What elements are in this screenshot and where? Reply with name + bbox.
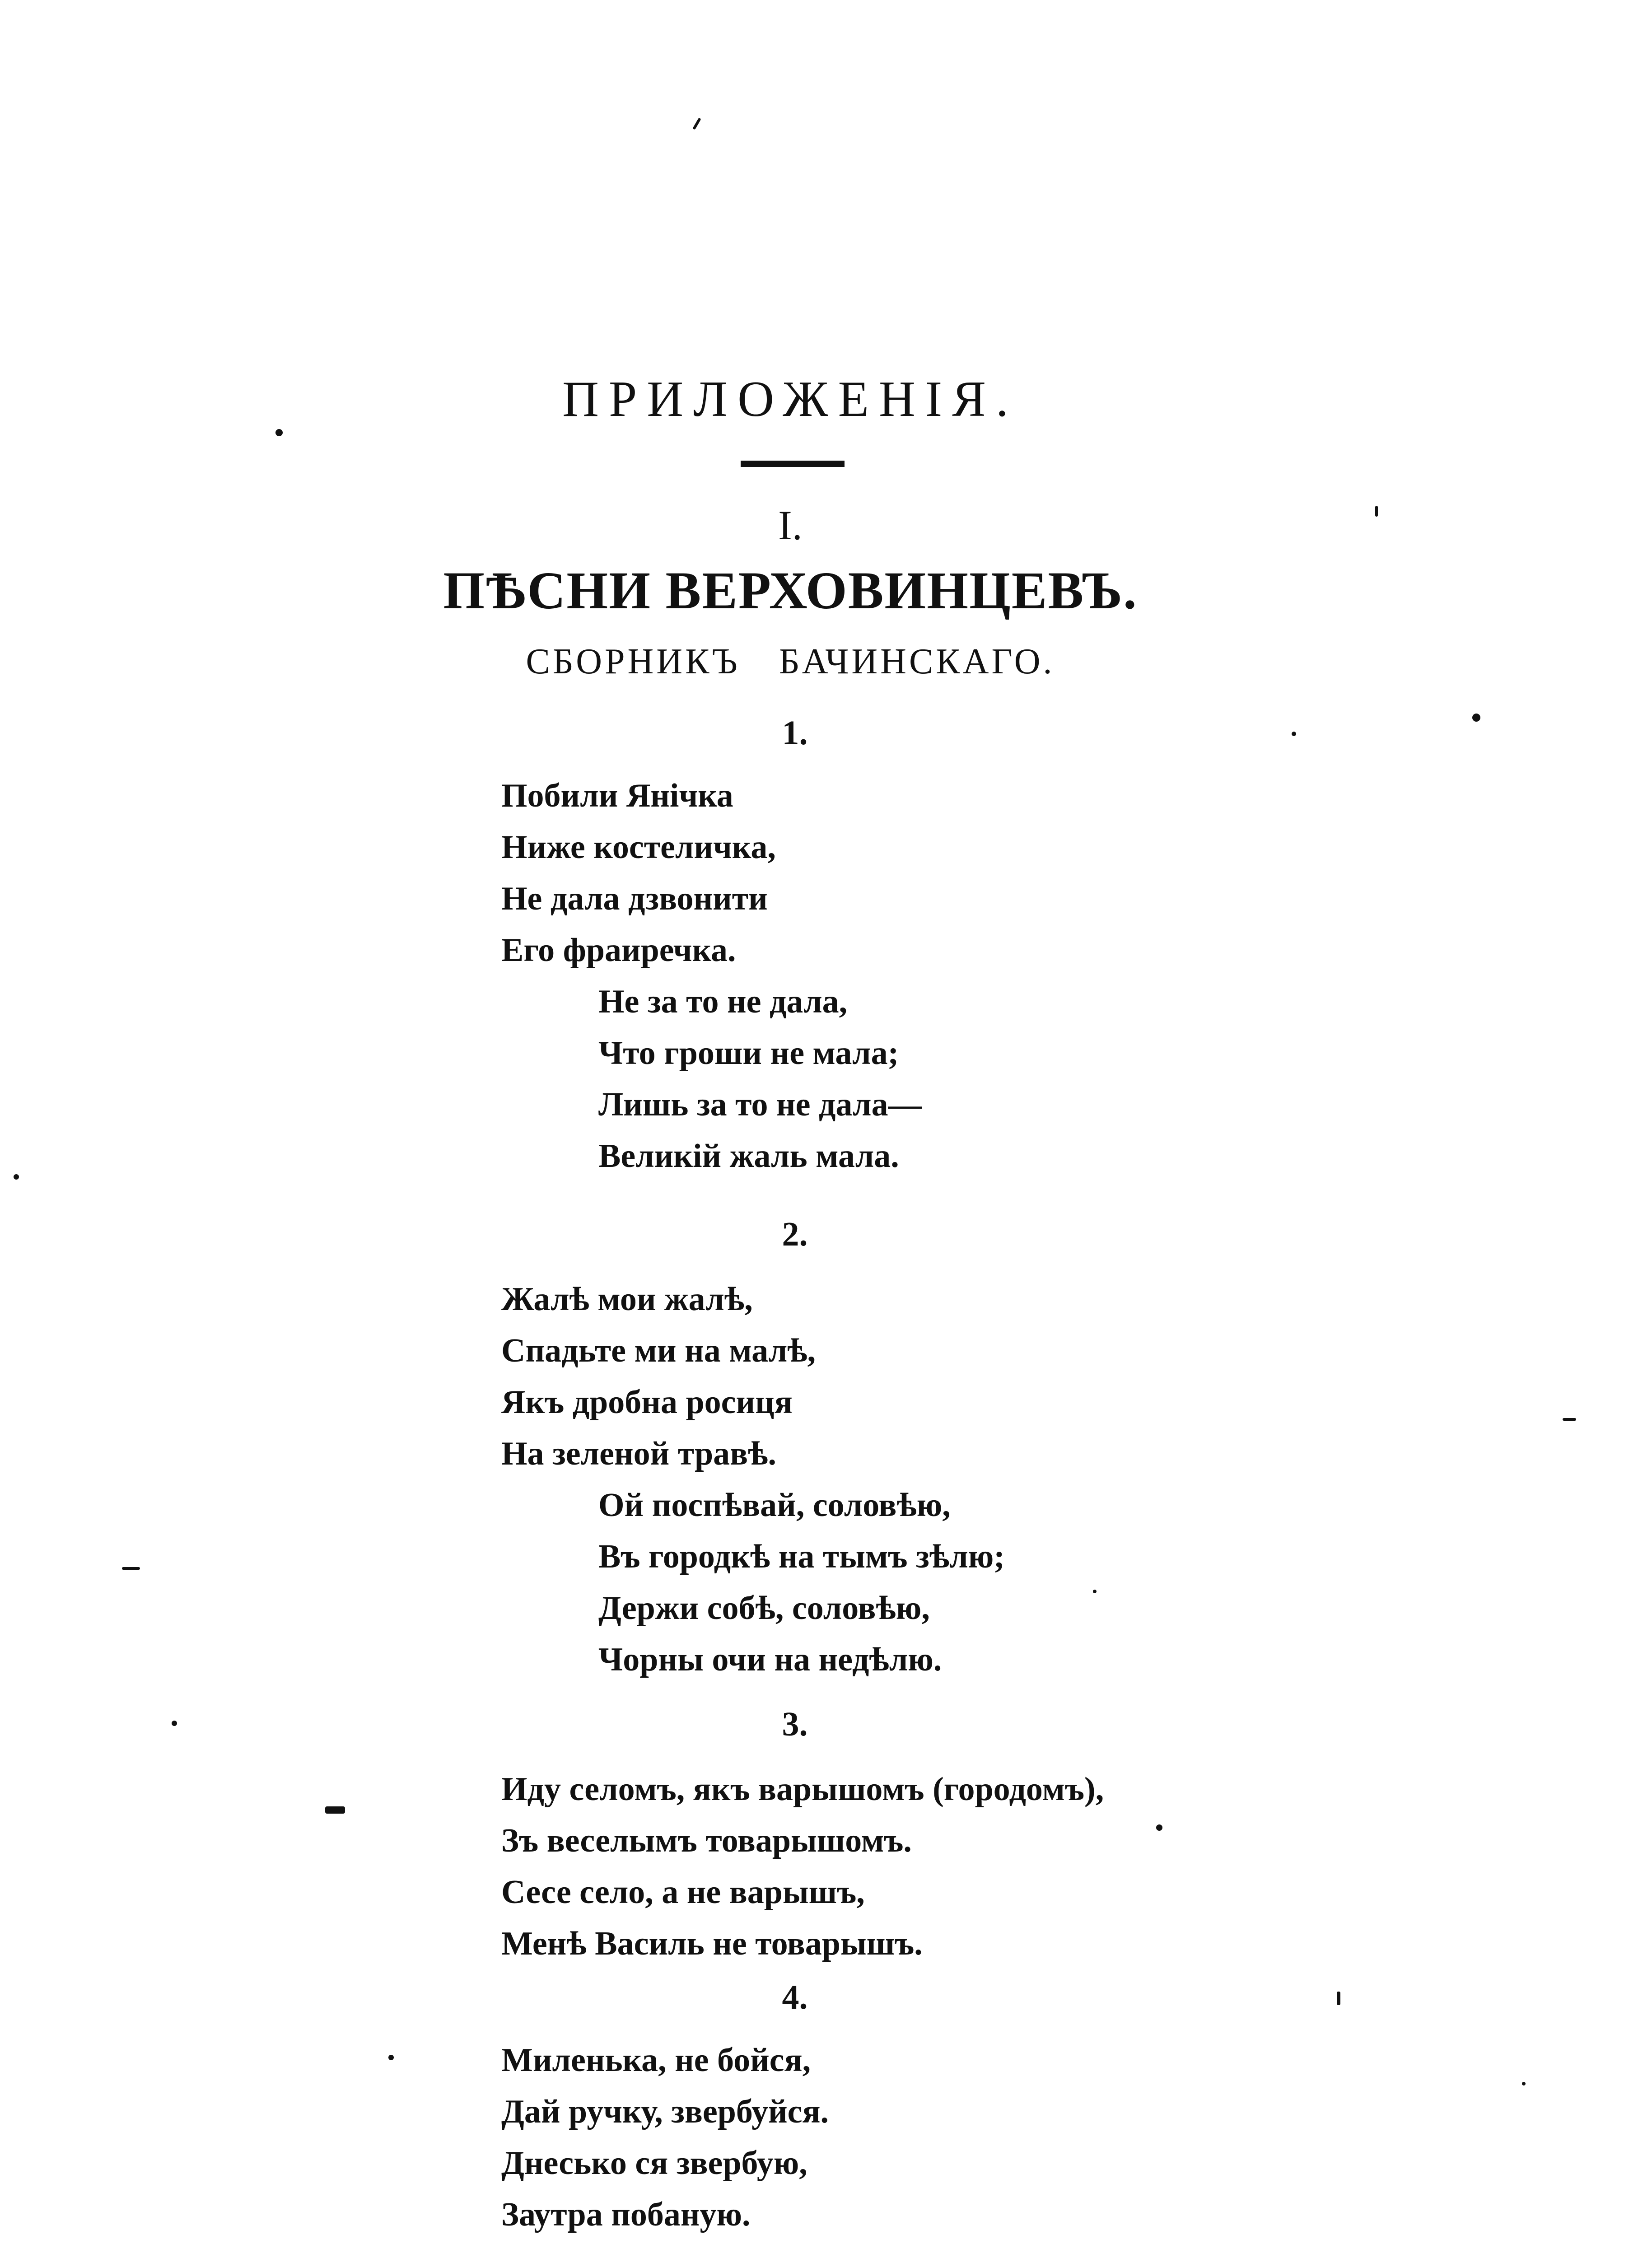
verse-line-indented: Держи собѣ, соловѣю, <box>598 1590 930 1627</box>
song-number: 1. <box>782 714 808 752</box>
verse-line: Его фраиречка. <box>501 932 736 969</box>
verse-line: Дай ручку, звербуйся. <box>501 2093 829 2130</box>
verse-line: Якъ дробна росиця <box>501 1384 793 1421</box>
song-verse <box>501 2034 829 2240</box>
song-number: 2. <box>782 1215 808 1253</box>
scan-speck <box>1337 1992 1340 2005</box>
scan-speck <box>1563 1418 1576 1421</box>
song-verse <box>501 1274 1005 1685</box>
scan-speck <box>275 429 283 436</box>
verse-line: Зъ веселымъ товарышомъ. <box>501 1822 912 1859</box>
scan-speck <box>692 117 701 130</box>
page-title: ПРИЛОЖЕНІЯ. <box>562 371 1018 427</box>
verse-line: Жалѣ мои жалѣ, <box>501 1281 753 1318</box>
collection-subtitle: СБОРНИКЪ БАЧИНСКАГО. <box>526 642 1055 681</box>
verse-line: Побили Янічка <box>501 777 733 814</box>
verse-line: Миленька, не бойся, <box>501 2042 811 2079</box>
verse-line: На зеленой травѣ. <box>501 1435 777 1472</box>
scan-speck <box>1522 2082 1526 2085</box>
verse-line: Не дала дзвонити <box>501 880 768 917</box>
scan-speck <box>122 1567 140 1570</box>
scan-speck <box>14 1174 19 1180</box>
verse-line: Менѣ Василь не товарышъ. <box>501 1925 923 1962</box>
verse-line-indented: Великій жаль мала. <box>598 1138 899 1175</box>
verse-line: Сесе село, а не варышъ, <box>501 1874 865 1911</box>
verse-line-indented: Чорны очи на недѣлю. <box>598 1641 942 1678</box>
verse-line-indented: Въ городкѣ на тымъ зѣлю; <box>598 1538 1005 1575</box>
scan-speck <box>1156 1824 1162 1831</box>
verse-line: Иду селомъ, якъ варышомъ (городомъ), <box>501 1771 1104 1808</box>
section-number: I. <box>778 502 803 548</box>
scan-speck <box>325 1806 345 1814</box>
verse-line-indented: Не за то не дала, <box>598 983 848 1020</box>
title-divider <box>741 461 845 467</box>
verse-line-indented: Что гроши не мала; <box>598 1035 899 1072</box>
scan-speck <box>1472 714 1480 722</box>
scan-speck <box>1292 732 1296 736</box>
song-verse <box>501 770 922 1182</box>
scan-speck <box>172 1721 177 1726</box>
song-verse <box>501 1763 1104 1969</box>
verse-line: Заутра побаную. <box>501 2196 751 2233</box>
section-title: ПѢСНИ ВЕРХОВИНЦЕВЪ. <box>443 561 1138 620</box>
verse-line-indented: Лишь за то не дала— <box>598 1086 922 1123</box>
verse-line-indented: Ой поспѣвай, соловѣю, <box>598 1487 951 1524</box>
scan-speck <box>1375 506 1378 517</box>
verse-line: Спадьте ми на малѣ, <box>501 1332 816 1369</box>
scan-speck <box>1093 1590 1097 1593</box>
song-number: 3. <box>782 1705 808 1743</box>
song-number: 4. <box>782 1978 808 2016</box>
verse-line: Ниже костеличка, <box>501 829 776 866</box>
scan-speck <box>388 2055 394 2060</box>
verse-line: Днесько ся звербую, <box>501 2145 807 2182</box>
